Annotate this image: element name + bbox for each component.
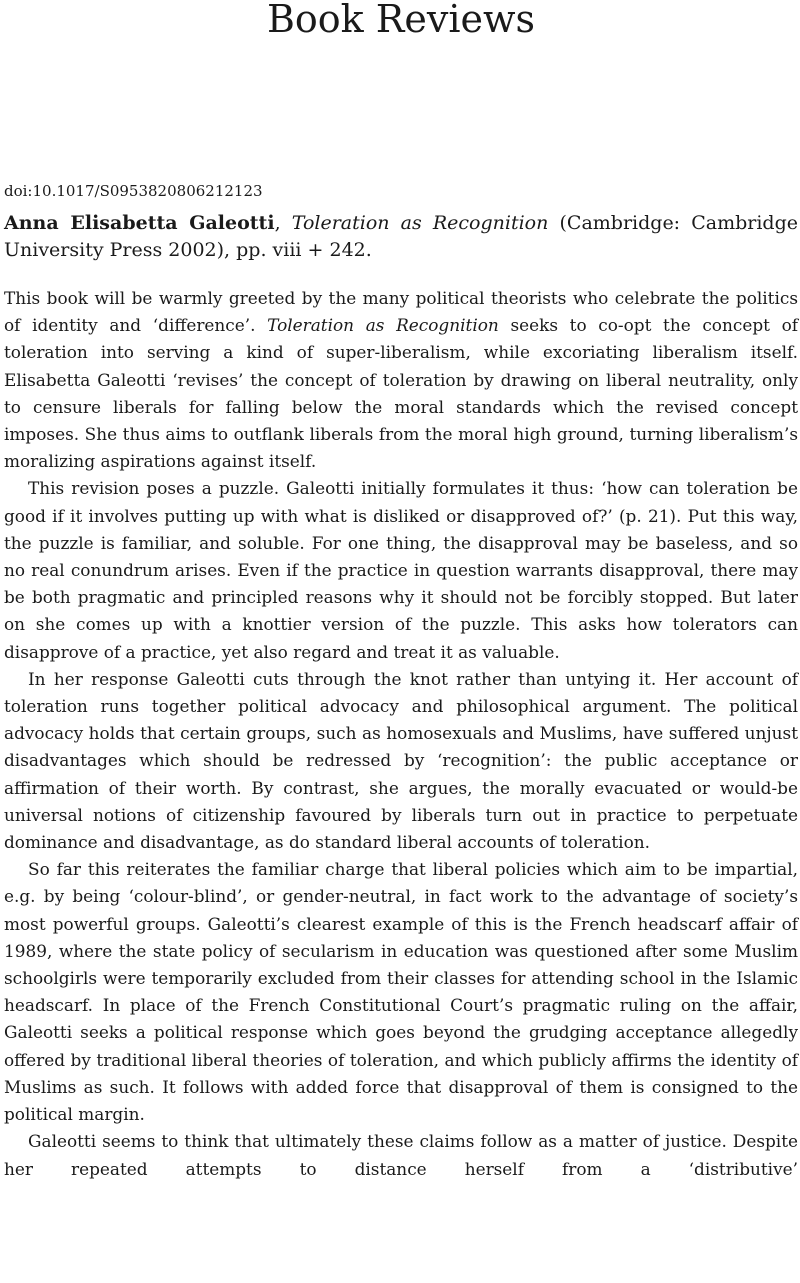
paragraph-1-text-b: seeks to co-opt the concept of toleration into serving a kind of super-liberalism, while excoriating liberalism itself. Elisabetta Galeotti ‘revises’ the concept of toleration by drawing on liberal neutrality, only to censure liberals for falling below the moral standards which the revised concept imposes. She thus aims to outflank liberals from the moral high ground, turning liberalism’s moralizing aspirations against itself. — [4, 315, 798, 472]
paragraph-2: This revision poses a puzzle. Galeotti initially formulates it thus: ‘how can toleration be good if it involves putting up with what is disliked or disapproved of?’ (p. 21). Put this way, the puzzle is familiar, and soluble. For one thing, the disapproval may be baseless, and so no real conundrum arises. Even if the practice in question warrants disapproval, there may be both pragmatic and principled reasons why it should not be forcibly stopped. But later on she comes up with a knottier version of the puzzle. This asks how tolerators can disapprove of a practice, yet also regard and treat it as valuable. — [4, 478, 798, 662]
citation-separator: , — [274, 212, 292, 234]
paragraph-5: Galeotti seems to think that ultimately these claims follow as a matter of justice. Despite her repeated attempts to distance herself from a ‘distributive’ — [4, 1131, 798, 1179]
doi-line[interactable]: doi:10.1017/S0953820806212123 — [4, 182, 263, 200]
book-citation — [4, 210, 798, 264]
paragraph-3: In her response Galeotti cuts through the knot rather than untying it. Her account of toleration runs together political advocacy and philosophical argument. The political advocacy holds that certain groups, such as homosexuals and Muslims, have suffered unjust disadvantages which should be redressed by ‘recognition’: the public acceptance or affirmation of their worth. By contrast, she argues, the morally evacuated or would-be universal notions of citizenship favoured by liberals turn out in practice to perpetuate dominance and disadvantage, as do standard liberal accounts of toleration. — [4, 668, 798, 853]
review-body — [4, 285, 798, 1183]
paragraph-1-emphasis: Toleration as Recognition — [267, 315, 499, 336]
citation-publication: (Cambridge: Cambridge University Press 2002), pp. viii + 242. — [4, 212, 798, 261]
paragraph-1-text-a: This book will be warmly greeted by the many political theorists who celebrate the politics of identity and ‘difference’. — [4, 288, 798, 336]
paragraph-1 — [4, 285, 798, 475]
section-title: Book Reviews — [266, 0, 536, 41]
paragraph-4: So far this reiterates the familiar charge that liberal policies which aim to be impartial, e.g. by being ‘colour-blind’, or gender-neutral, in fact work to the advantage of society’s most powerful groups. Galeotti’s clearest example of this is the French headscarf affair of 1989, where the state policy of secularism in education was questioned after some Muslim schoolgirls were temporarily excluded from their classes for attending school in the Islamic headscarf. In place of the French Constitutional Court’s pragmatic ruling on the affair, Galeotti seeks a political response which goes beyond the grudging acceptance allegedly offered by traditional liberal theories of toleration, and which publicly affirms the identity of Muslims as such. It follows with added force that disapproval of them is consigned to the political margin. — [4, 859, 798, 1125]
citation-book-title: Toleration as Recognition — [291, 212, 549, 234]
citation-author: Anna Elisabetta Galeotti — [4, 212, 275, 234]
